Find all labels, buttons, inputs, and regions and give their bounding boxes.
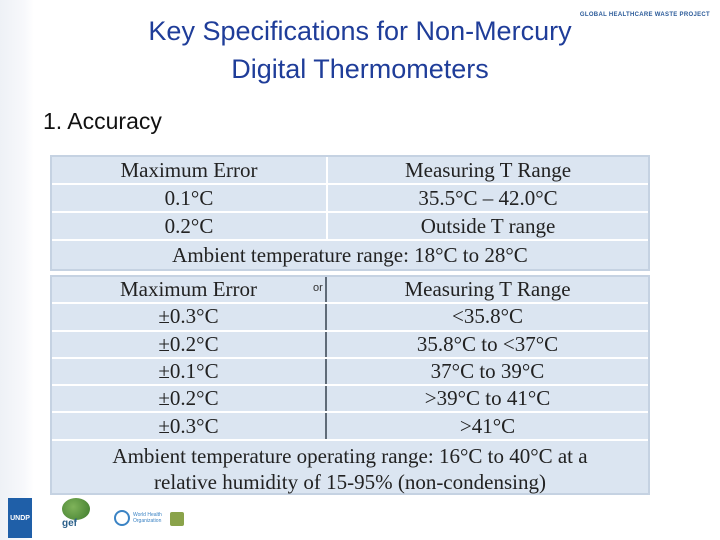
header-measuring-range: Measuring T Range [404, 277, 571, 302]
table-header-row [52, 277, 648, 304]
table-row [52, 185, 648, 213]
who-logo [114, 510, 174, 532]
max-error-cell: 0.1°C [52, 185, 328, 211]
who-line-2: Organization [133, 518, 162, 524]
gef-logo [50, 498, 112, 536]
left-decorative-strip [0, 0, 34, 540]
max-error-cell: ±0.2°C [52, 386, 327, 411]
range-cell: >39°C to 41°C [424, 386, 551, 411]
partner-emblem-icon [170, 512, 184, 526]
or-separator: or [313, 282, 323, 294]
table-row [52, 304, 648, 331]
max-error-cell: 0.2°C [52, 213, 328, 239]
accuracy-table-1 [50, 155, 650, 271]
gef-globe-icon [62, 498, 90, 520]
table-row [52, 213, 648, 241]
partner-logo-mark [190, 512, 238, 526]
table-row [52, 386, 648, 413]
range-cell: 35.5°C – 42.0°C [418, 185, 558, 210]
header-measuring-range: Measuring T Range [404, 157, 572, 182]
table-header-row [52, 157, 648, 185]
partner-logos [0, 496, 300, 540]
ambient-range-note: Ambient temperature range: 18°C to 28°C [172, 242, 528, 267]
who-emblem-icon [114, 510, 130, 526]
undp-logo [8, 498, 32, 538]
table-note-row [52, 441, 648, 497]
max-error-cell: ±0.3°C [52, 413, 327, 438]
table-note-row [52, 241, 648, 269]
range-cell: >41°C [459, 413, 516, 438]
accuracy-table-2 [50, 275, 650, 495]
header-max-error: Maximum Error [52, 157, 328, 183]
section-heading: 1. Accuracy [43, 108, 162, 134]
header-max-error: Maximum Error [52, 277, 327, 302]
undp-logo-text: UNDP [10, 514, 30, 522]
table-row [52, 413, 648, 440]
range-cell: 35.8°C to <37°C [416, 331, 559, 356]
table-row [52, 359, 648, 386]
slide-title [100, 12, 620, 88]
gef-logo-text: gef [62, 518, 77, 529]
project-tag: GLOBAL HEALTHCARE WASTE PROJECT [579, 12, 710, 18]
max-error-cell: ±0.2°C [52, 332, 327, 357]
range-cell: <35.8°C [452, 304, 523, 329]
who-logo-text [133, 512, 162, 524]
range-cell: 37°C to 39°C [430, 359, 545, 384]
title-line-1: Key Specifications for Non-Mercury [148, 16, 572, 46]
table-row [52, 332, 648, 359]
ambient-operating-range-note: Ambient temperature operating range: 16°C to 40°C at a relative humidity of 15-95% (non-condensing) [112, 443, 588, 494]
range-cell: Outside T range [420, 213, 556, 238]
who-line-1: World Health [133, 512, 162, 518]
max-error-cell: ±0.1°C [52, 359, 327, 384]
max-error-cell: ±0.3°C [52, 304, 327, 329]
title-line-2: Digital Thermometers [231, 54, 489, 84]
